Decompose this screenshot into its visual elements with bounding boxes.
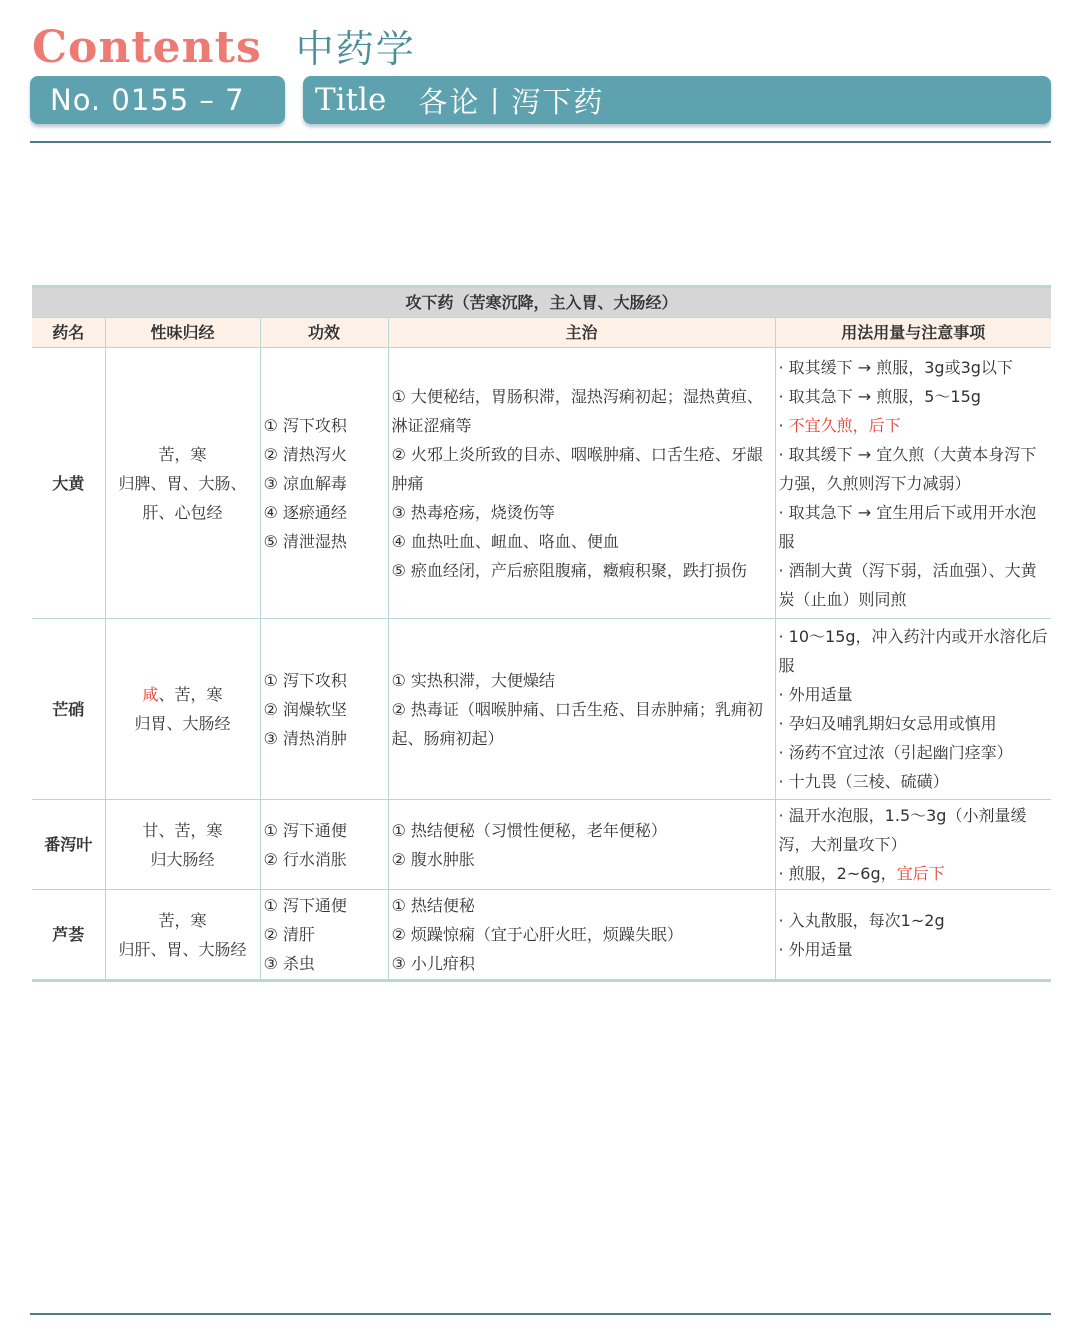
effect-item: ⑤ 清泄湿热: [263, 531, 347, 551]
taste-line: [109, 440, 257, 469]
herb-effects: [260, 890, 388, 981]
taste-highlight: 咸: [142, 685, 159, 704]
title-text: 各论丨泻下药: [418, 84, 605, 119]
usage-item: [779, 411, 1049, 440]
herb-indications: [388, 348, 775, 619]
herb-usage: [775, 800, 1051, 890]
herb-usage: [775, 890, 1051, 981]
usage-text: · 取其缓下 → 宜久煎（大黄本身泻下力强，久煎则泻下力减弱）: [778, 444, 1037, 493]
herb-name: 芒硝: [32, 619, 105, 800]
herb-indications: [388, 619, 775, 800]
indication-item: ② 烦躁惊痫（宜于心肝火旺，烦躁失眠）: [391, 925, 683, 944]
meridian-line: 归脾、胃、大肠、: [118, 473, 247, 493]
table-row: [32, 800, 1051, 890]
indication-item: ② 腹水肿胀: [391, 849, 475, 869]
usage-text: · 温开水泡服，1.5～3g（小剂量缓泻，大剂量攻下）: [778, 806, 1027, 854]
effect-item: ③ 杀虫: [263, 954, 315, 973]
herb-usage: [775, 348, 1051, 619]
taste-text: 苦，寒: [158, 444, 207, 464]
herb-taste: [105, 619, 260, 800]
herb-name: 番泻叶: [32, 800, 105, 890]
table-row: [32, 348, 1051, 619]
number-badge: [30, 76, 285, 124]
effect-item: ① 泻下通便: [263, 820, 347, 840]
effect-item: ② 行水消胀: [263, 849, 347, 869]
effect-item: ④ 逐瘀通经: [263, 502, 347, 522]
effect-item: ① 泻下攻积: [263, 415, 347, 435]
usage-item: [779, 622, 1049, 680]
indication-item: ⑤ 瘀血经闭，产后瘀阻腹痛，癥瘕积聚，跌打损伤: [391, 560, 747, 580]
usage-item: [779, 498, 1049, 556]
taste-text: 、苦，寒: [158, 685, 223, 704]
column-header-usage: 用法用量与注意事项: [775, 318, 1051, 348]
indication-item: ② 热毒证（咽喉肿痛、口舌生疮、目赤肿痛；乳痈初起、肠痈初起）: [391, 699, 763, 748]
herb-taste: [105, 800, 260, 890]
table-row: [32, 890, 1051, 981]
herb-taste: [105, 890, 260, 981]
usage-item: [779, 680, 1049, 709]
effect-item: ③ 凉血解毒: [263, 473, 347, 493]
herb-usage: [775, 619, 1051, 800]
usage-text: · 十九畏（三棱、硫磺）: [778, 772, 949, 791]
taste-line: 苦，寒: [158, 910, 207, 930]
indication-item: ① 大便秘结，胃肠积滞，湿热泻痢初起；湿热黄疸、淋证涩痛等: [391, 386, 763, 435]
header-title: [32, 18, 416, 74]
indication-item: ① 热结便秘: [391, 896, 475, 915]
usage-text: · 取其缓下 → 煎服，3g或3g以下: [778, 357, 1013, 377]
usage-highlight: 不宜久煎，后下: [788, 415, 901, 435]
herb-indications: [388, 890, 775, 981]
top-divider: [30, 141, 1051, 143]
usage-highlight: 宜后下: [896, 864, 945, 883]
herb-effects: [260, 348, 388, 619]
meridian-line: 归胃、大肠经: [134, 714, 231, 733]
category-header: 攻下药（苦寒沉降，主入胃、大肠经）: [32, 287, 1051, 318]
effect-item: ③ 清热消肿: [263, 728, 347, 748]
effect-item: ① 泻下通便: [263, 896, 347, 915]
column-header-name: 药名: [32, 318, 105, 348]
meridian-line: 归肝、胃、大肠经: [118, 939, 247, 959]
herb-table: [32, 285, 1051, 982]
usage-text: · 取其急下 → 宜生用后下或用开水泡服: [778, 502, 1037, 551]
usage-item: [779, 556, 1049, 614]
usage-text: · 10～15g，冲入药汁内或开水溶化后服: [778, 627, 1048, 675]
usage-item: [779, 440, 1049, 498]
usage-text: ·: [778, 415, 789, 435]
usage-item: [779, 738, 1049, 767]
usage-text: · 入丸散服，每次1~2g: [778, 910, 945, 930]
usage-item: [779, 382, 1049, 411]
bottom-divider: [30, 1313, 1051, 1315]
taste-line: [109, 680, 257, 709]
indication-item: ③ 小儿疳积: [391, 954, 475, 973]
effect-item: ① 泻下攻积: [263, 670, 347, 690]
usage-text: · 酒制大黄（泻下弱，活血强）、大黄炭（止血）则同煎: [778, 560, 1037, 609]
herb-taste: [105, 348, 260, 619]
usage-item: [779, 935, 1049, 964]
usage-item: [779, 801, 1049, 859]
column-header-effects: 功效: [260, 318, 388, 348]
indication-item: ① 热结便秘（习惯性便秘，老年便秘）: [391, 820, 667, 840]
usage-item: [779, 906, 1049, 935]
subject-title: 中药学: [295, 27, 416, 71]
herb-name: 大黄: [32, 348, 105, 619]
usage-text: · 汤药不宜过浓（引起幽门痉挛）: [778, 743, 1013, 762]
usage-item: [779, 709, 1049, 738]
contents-label: Contents: [32, 22, 262, 73]
column-header-indications: 主治: [388, 318, 775, 348]
indication-item: ④ 血热吐血、衄血、咯血、便血: [391, 531, 619, 551]
column-header-taste: 性味归经: [105, 318, 260, 348]
indication-item: ① 实热积滞，大便燥结: [391, 670, 555, 690]
usage-text: · 外用适量: [778, 939, 853, 959]
herb-effects: [260, 800, 388, 890]
effect-item: ② 清肝: [263, 925, 315, 944]
usage-text: · 孕妇及哺乳期妇女忌用或慎用: [778, 714, 997, 733]
indication-item: ② 火邪上炎所致的目赤、咽喉肿痛、口舌生疮、牙龈肿痛: [391, 444, 763, 493]
indication-item: ③ 热毒疮疡，烧烫伤等: [391, 502, 555, 522]
title-label: Title: [315, 82, 387, 118]
usage-text: · 煎服，2~6g，: [778, 864, 897, 883]
effect-item: ② 清热泻火: [263, 444, 347, 464]
usage-item: [779, 859, 1049, 888]
usage-item: [779, 767, 1049, 796]
number-text: No. 0155 – 7: [50, 83, 245, 117]
effect-item: ② 润燥软坚: [263, 699, 347, 719]
usage-item: [779, 353, 1049, 382]
meridian-line: 肝、心包经: [142, 502, 223, 522]
usage-text: · 取其急下 → 煎服，5～15g: [778, 386, 981, 406]
meridian-line: 归大肠经: [150, 849, 215, 869]
title-banner: [303, 76, 1051, 124]
taste-line: 甘、苦，寒: [142, 820, 223, 840]
table-row: [32, 619, 1051, 800]
usage-text: · 外用适量: [778, 685, 853, 704]
herb-name: 芦荟: [32, 890, 105, 981]
herb-indications: [388, 800, 775, 890]
herb-effects: [260, 619, 388, 800]
